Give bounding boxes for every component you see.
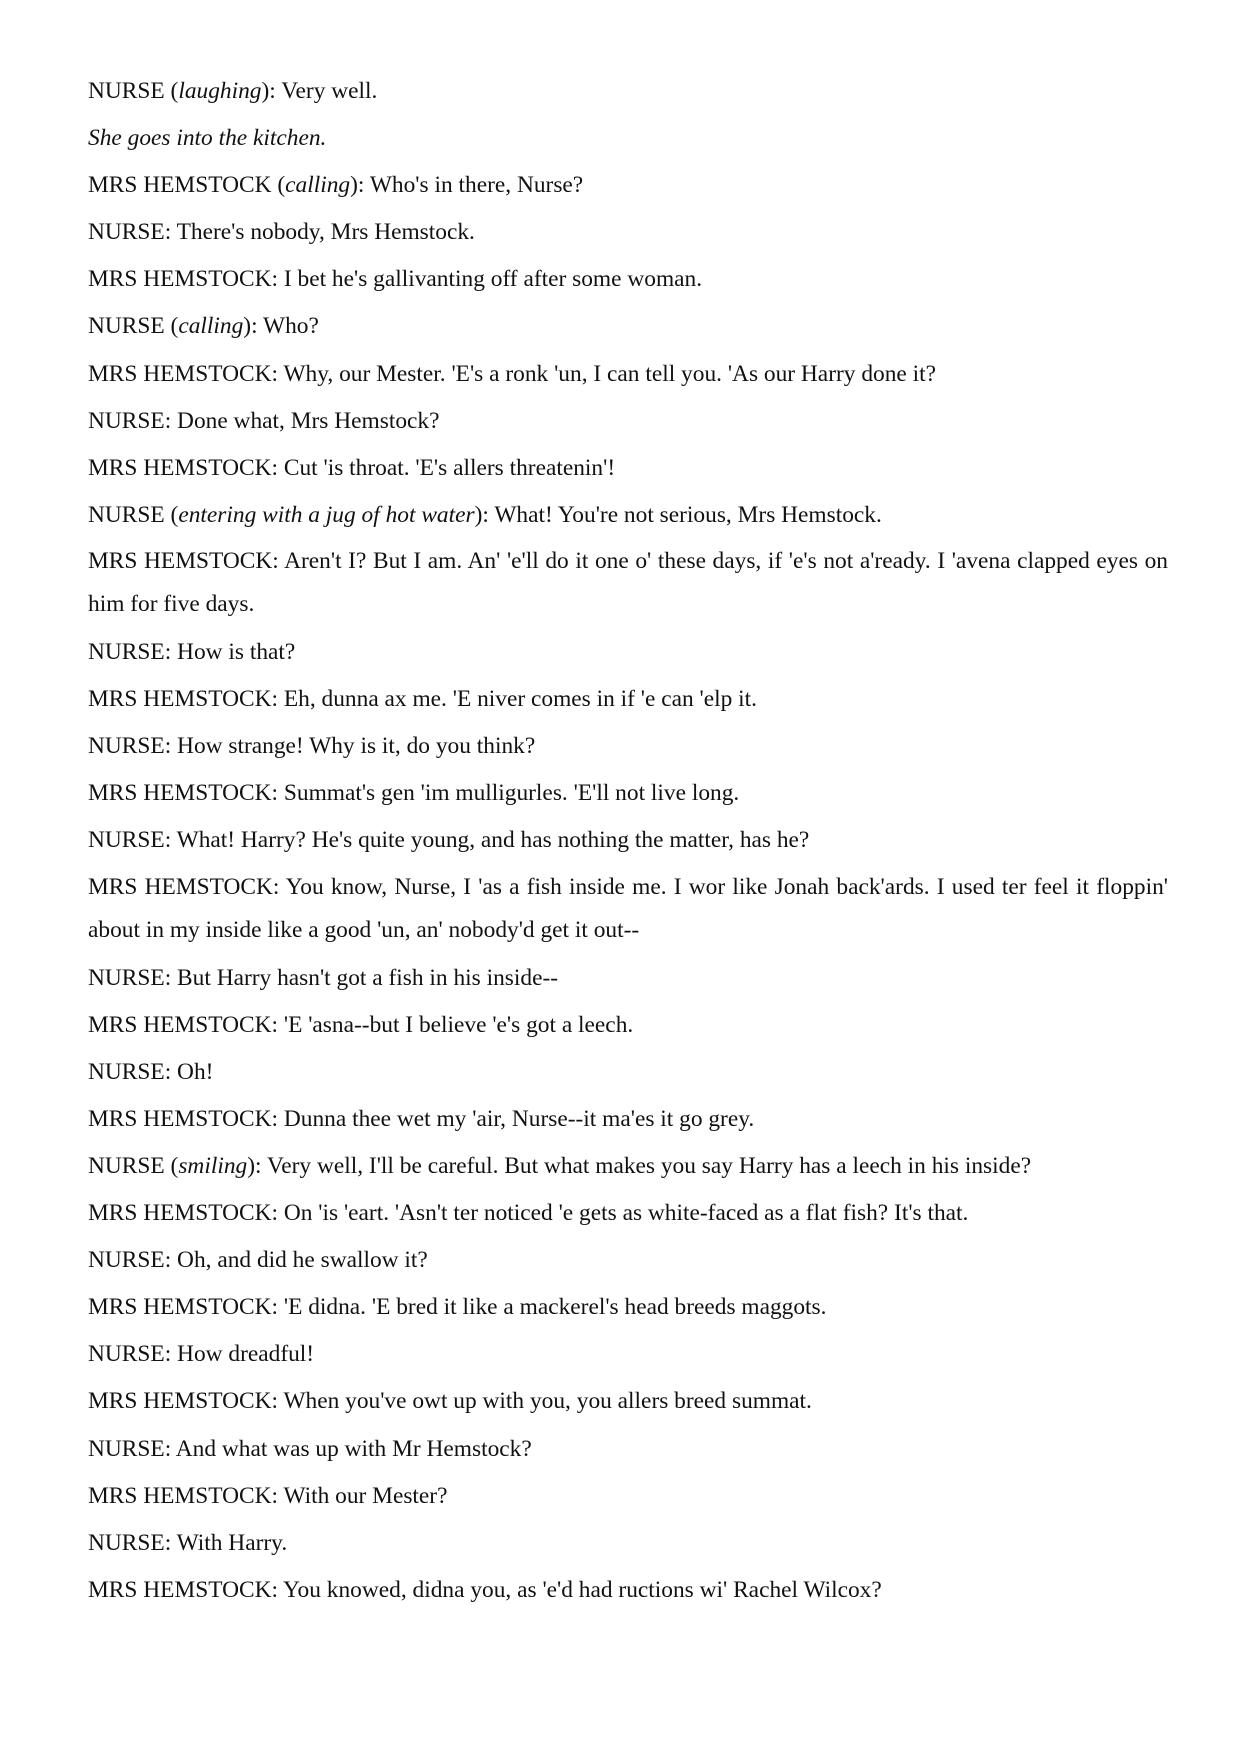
speaker-name: MRS HEMSTOCK xyxy=(88,548,273,575)
speaker-name: NURSE xyxy=(88,639,165,666)
dialogue-text: With Harry. xyxy=(176,1529,288,1556)
inline-direction: calling xyxy=(178,313,244,340)
dialogue-line: NURSE (laughing): Very well. xyxy=(88,78,378,104)
dialogue-text: With our Mester? xyxy=(283,1482,448,1509)
dialogue-line: MRS HEMSTOCK: 'E 'asna--but I believe 'e's got a leech. xyxy=(88,1011,634,1038)
dialogue-line: MRS HEMSTOCK: Eh, dunna ax me. 'E niver comes in if 'e can 'elp it. xyxy=(88,686,758,713)
dialogue-line: MRS HEMSTOCK: I bet he's gallivanting off after some woman. xyxy=(88,266,703,293)
inline-direction: calling xyxy=(285,172,351,199)
dialogue-line: NURSE: How is that? xyxy=(88,639,296,666)
dialogue-line: MRS HEMSTOCK: You know, Nurse, I 'as a fish inside me. I wor like Jonah back'ards. I used ter feel it floppin' about in my inside like a good 'un, an' nobody'd get it out-- xyxy=(88,874,1168,943)
stage-direction xyxy=(88,125,1168,151)
speaker-name: MRS HEMSTOCK xyxy=(88,266,272,293)
speaker-name: NURSE xyxy=(88,407,165,434)
dialogue-line: NURSE: And what was up with Mr Hemstock? xyxy=(88,1435,532,1462)
dialogue-line: NURSE: How strange! Why is it, do you think? xyxy=(88,733,536,760)
dialogue-text: Who's in there, Nurse? xyxy=(369,172,584,199)
speaker-name: MRS HEMSTOCK xyxy=(88,686,272,713)
script-page xyxy=(88,78,1168,1624)
speaker-name: MRS HEMSTOCK xyxy=(88,360,272,387)
inline-direction: smiling xyxy=(178,1152,248,1179)
dialogue-line: MRS HEMSTOCK: Aren't I? But I am. An' 'e'll do it one o' these days, if 'e's not a'ready. I 'avena clapped eyes on him for five days. xyxy=(88,548,1168,618)
speaker-name: MRS HEMSTOCK xyxy=(88,1200,272,1227)
dialogue-text: Oh! xyxy=(177,1058,214,1085)
dialogue-line: NURSE (smiling): Very well, I'll be careful. But what makes you say Harry has a leech in his inside? xyxy=(88,1152,1032,1179)
speaker-name: NURSE xyxy=(88,733,165,760)
dialogue-line: MRS HEMSTOCK: With our Mester? xyxy=(88,1482,448,1509)
speaker-name: NURSE xyxy=(88,501,165,528)
dialogue-text: Aren't I? But I am. An' 'e'll do it one o' these days, if 'e's not a'ready. I 'avena clapped eyes on him for five days. xyxy=(88,548,1168,618)
speaker-name: NURSE xyxy=(88,827,165,854)
speaker-name: MRS HEMSTOCK xyxy=(88,1576,272,1603)
dialogue-text: Done what, Mrs Hemstock? xyxy=(177,407,440,434)
speaker-name: NURSE xyxy=(88,1341,165,1368)
speaker-name: NURSE xyxy=(88,1435,165,1462)
speaker-name: MRS HEMSTOCK xyxy=(88,454,272,481)
dialogue-text: You knowed, didna you, as 'e'd had ructions wi' Rachel Wilcox? xyxy=(282,1576,882,1603)
dialogue-line: NURSE: There's nobody, Mrs Hemstock. xyxy=(88,219,475,246)
dialogue-line: NURSE: Done what, Mrs Hemstock? xyxy=(88,407,440,434)
dialogue-text: How dreadful! xyxy=(177,1341,315,1368)
dialogue-text: Very well. xyxy=(281,78,378,104)
dialogue-text: There's nobody, Mrs Hemstock. xyxy=(176,219,475,246)
dialogue-line: MRS HEMSTOCK (calling): Who's in there, Nurse? xyxy=(88,172,584,199)
dialogue-text: Dunna thee wet my 'air, Nurse--it ma'es it go grey. xyxy=(283,1105,755,1132)
stage-direction-text: She goes into the kitchen. xyxy=(88,125,327,152)
dialogue-text: On 'is 'eart. 'Asn't ter noticed 'e gets as white-faced as a flat fish? It's that. xyxy=(283,1200,969,1227)
dialogue-text: What! You're not serious, Mrs Hemstock. xyxy=(494,501,882,528)
dialogue-text: But Harry hasn't got a fish in his inside-- xyxy=(177,964,559,991)
speaker-name: MRS HEMSTOCK xyxy=(88,1388,272,1415)
dialogue-text: Who? xyxy=(263,313,319,340)
dialogue-line: NURSE: How dreadful! xyxy=(88,1341,315,1368)
speaker-name: NURSE xyxy=(88,313,165,340)
dialogue-line: NURSE: Oh, and did he swallow it? xyxy=(88,1247,428,1274)
speaker-name: NURSE xyxy=(88,1247,165,1274)
dialogue-line: NURSE (entering with a jug of hot water): What! You're not serious, Mrs Hemstock. xyxy=(88,501,882,528)
dialogue-line: NURSE: With Harry. xyxy=(88,1529,288,1556)
speaker-name: NURSE xyxy=(88,1058,165,1085)
dialogue-line: MRS HEMSTOCK: Why, our Mester. 'E's a ronk 'un, I can tell you. 'As our Harry done it? xyxy=(88,360,937,387)
dialogue-text: Oh, and did he swallow it? xyxy=(177,1247,428,1274)
speaker-name: MRS HEMSTOCK xyxy=(88,1105,272,1132)
dialogue-text: 'E didna. 'E bred it like a mackerel's head breeds maggots. xyxy=(283,1294,827,1321)
speaker-name: NURSE xyxy=(88,964,165,991)
speaker-name: MRS HEMSTOCK xyxy=(88,780,272,807)
dialogue-text: I bet he's gallivanting off after some woman. xyxy=(283,266,703,293)
dialogue-line: MRS HEMSTOCK: On 'is 'eart. 'Asn't ter noticed 'e gets as white-faced as a flat fish? It's that. xyxy=(88,1200,969,1227)
dialogue-line: MRS HEMSTOCK: When you've owt up with you, you allers breed summat. xyxy=(88,1388,812,1415)
dialogue-line: NURSE: Oh! xyxy=(88,1058,214,1085)
speaker-name: MRS HEMSTOCK xyxy=(88,1294,272,1321)
dialogue-line: NURSE (calling): Who? xyxy=(88,313,319,340)
dialogue-text: Why, our Mester. 'E's a ronk 'un, I can tell you. 'As our Harry done it? xyxy=(283,360,937,387)
dialogue-text: Very well, I'll be careful. But what makes you say Harry has a leech in his inside? xyxy=(266,1152,1032,1179)
dialogue-line: MRS HEMSTOCK: Cut 'is throat. 'E's allers threatenin'! xyxy=(88,454,616,481)
speaker-name: MRS HEMSTOCK xyxy=(88,874,273,900)
dialogue-text: Eh, dunna ax me. 'E niver comes in if 'e can 'elp it. xyxy=(283,686,758,713)
dialogue-text: Cut 'is throat. 'E's allers threatenin'! xyxy=(283,454,616,481)
dialogue-line: MRS HEMSTOCK: 'E didna. 'E bred it like a mackerel's head breeds maggots. xyxy=(88,1294,827,1321)
dialogue-text: Summat's gen 'im mulligurles. 'E'll not live long. xyxy=(283,780,740,807)
dialogue-text: How strange! Why is it, do you think? xyxy=(177,733,536,760)
inline-direction: entering with a jug of hot water xyxy=(178,501,475,528)
speaker-name: MRS HEMSTOCK xyxy=(88,1482,272,1509)
speaker-name: MRS HEMSTOCK xyxy=(88,1011,272,1038)
dialogue-line: MRS HEMSTOCK: You knowed, didna you, as 'e'd had ructions wi' Rachel Wilcox? xyxy=(88,1576,882,1603)
dialogue-text: You know, Nurse, I 'as a fish inside me. I wor like Jonah back'ards. I used ter feel it floppin' about in my inside like a good 'un, an' nobody'd get it out-- xyxy=(88,874,1168,943)
dialogue-line: MRS HEMSTOCK: Summat's gen 'im mulligurles. 'E'll not live long. xyxy=(88,780,740,807)
speaker-name: NURSE xyxy=(88,1529,165,1556)
speaker-name: NURSE xyxy=(88,78,165,104)
dialogue-line: NURSE: What! Harry? He's quite young, and has nothing the matter, has he? xyxy=(88,827,810,854)
dialogue-text: When you've owt up with you, you allers breed summat. xyxy=(283,1388,812,1415)
dialogue-text: What! Harry? He's quite young, and has nothing the matter, has he? xyxy=(176,827,810,854)
dialogue-line: MRS HEMSTOCK: Dunna thee wet my 'air, Nurse--it ma'es it go grey. xyxy=(88,1105,755,1132)
speaker-name: MRS HEMSTOCK xyxy=(88,172,272,199)
dialogue-text: How is that? xyxy=(177,639,296,666)
dialogue-text: 'E 'asna--but I believe 'e's got a leech. xyxy=(283,1011,634,1038)
speaker-name: NURSE xyxy=(88,219,165,246)
speaker-name: NURSE xyxy=(88,1152,165,1179)
dialogue-text: And what was up with Mr Hemstock? xyxy=(175,1435,532,1462)
dialogue-line: NURSE: But Harry hasn't got a fish in his inside-- xyxy=(88,964,559,991)
inline-direction: laughing xyxy=(178,78,262,104)
